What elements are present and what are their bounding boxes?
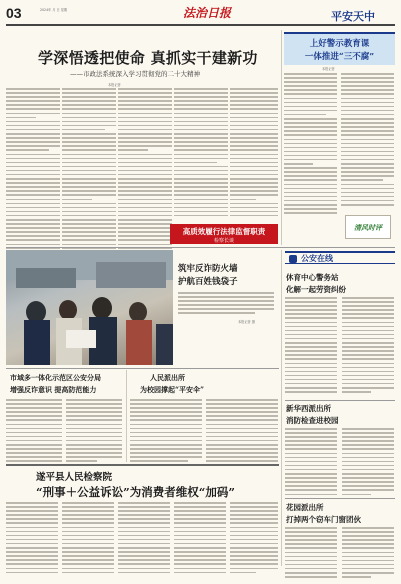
mid-right-headline-2: 为校园撑起“平安伞” [140,385,205,394]
column-divider-top [281,30,282,245]
mid-right-col-1 [130,399,202,465]
bottom-rule [6,464,279,466]
section-title: 平安天中 [331,10,375,23]
bottom-col-5 [230,502,278,576]
date-line: 2024年 月 日 星期 [40,8,68,12]
photo-illustration [6,250,173,365]
lead-headline: 学深悟透把使命 真抓实干建新功 [38,49,258,67]
bottom-headline-2: “刑事＋公益诉讼”为消费者维权“加码” [36,485,235,499]
sidebar-body-col-1 [284,73,337,216]
mid-left-col-1 [6,399,62,465]
banner-subtitle: 检察长谈 [213,238,234,244]
photo-caption-title-1: 筑牢反诈防火墙 [178,264,238,274]
lead-body-col-3 [118,88,172,276]
section-tag [285,251,395,264]
sidebar-body-col-2 [341,73,394,208]
sidebar-header [284,32,395,65]
right-story2-col-1 [285,428,337,498]
right-story2-headline-2: 消防检查进校园 [286,416,339,425]
right-story3-col-2 [342,527,394,580]
right-rule-3 [285,498,395,499]
sidebar-headline-2: 一体推进“三不腐” [304,52,375,62]
lead-subheadline: ——市政法系统深入学习贯彻党的二十大精神 [70,70,200,78]
mid-left-headline-1: 市域多一体化示范区公安分局 [10,373,101,382]
paper-logo: 法治日报 [183,6,232,20]
masthead [0,0,401,36]
section-tag-text: 公安在线 [301,254,333,263]
bottom-col-3 [118,502,170,576]
mid-divider [126,370,127,462]
page-number: 03 [6,5,22,21]
masthead-rule [6,24,395,26]
photo-credit: 本报记者 摄 [238,320,255,324]
right-story3-headline-1: 花园派出所 [286,503,324,512]
lead-body-col-4 [174,88,228,219]
photo-caption-title-2: 护航百姓钱袋子 [178,277,238,287]
lead-byline: 本报记者 [108,83,121,87]
mid-right-col-2 [206,399,278,465]
sidebar-headline-1: 上好警示教育课 [309,39,370,49]
photo-caption-body [178,292,274,317]
mid-rule-2 [6,368,279,369]
lead-body-col-1 [6,88,60,276]
column-divider-mid [281,250,282,566]
police-badge-icon [289,255,297,263]
mid-right-headline-1: 人民派出所 [150,373,185,382]
bottom-headline-1: 遂平县人民检察院 [36,472,113,483]
mid-rule [6,247,395,248]
mid-left-headline-2: 增强反诈意识 提高防范能力 [10,385,97,394]
news-photo [6,250,173,365]
right-story1-col-1 [285,297,337,395]
logo-box [345,215,391,239]
right-story3-col-1 [285,527,337,580]
bottom-col-1 [6,502,58,576]
bottom-col-2 [62,502,114,576]
lead-body-col-2 [62,88,116,276]
right-story1-headline-2: 化解一起劳资纠纷 [286,285,346,294]
banner [170,224,278,244]
lead-body-col-5 [230,88,278,219]
right-story3-headline-2: 打掉两个窃车门窗团伙 [286,515,361,524]
bottom-col-4 [174,502,226,576]
logo-box-text: 清风时评 [354,224,382,232]
right-rule-2 [285,400,395,401]
right-story1-col-2 [342,297,394,395]
mid-left-col-2 [66,399,122,465]
right-story2-headline-1: 新华西派出所 [286,404,331,413]
banner-title: 高质效履行法律监督职责 [182,227,266,236]
right-story1-headline-1: 休育中心警务站 [286,273,339,282]
sidebar-byline: 本报记者 [322,67,335,71]
right-story2-col-2 [342,428,394,498]
